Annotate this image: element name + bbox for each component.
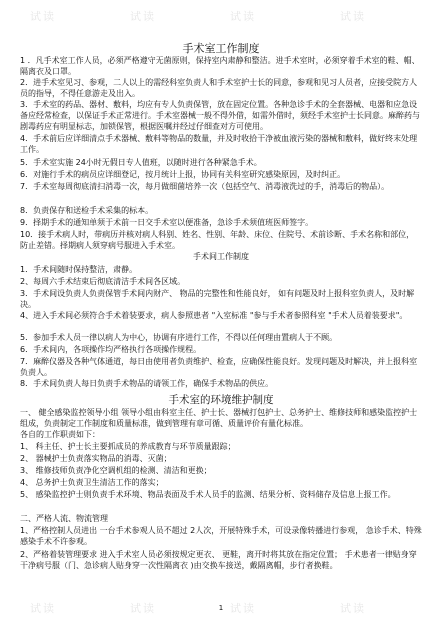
watermark-text: 试读 bbox=[130, 10, 156, 23]
rule-paragraph: 6．对施行手术的病员应详细登记，按月统计上报，协同有关科室研究感染原因，及时纠正。 bbox=[20, 170, 346, 179]
watermark-text: 试读 bbox=[30, 10, 56, 23]
rule-paragraph: 7．手术室每周彻底清扫消毒一次，每月做细菌培养一次（包括空气、消毒液洗过的手，消毒后的物品）。 bbox=[20, 182, 390, 191]
rule-paragraph: 4、进入手术间必须符合手术着装要求，病人参照患者 "入室标准 "参与手术者参照科室 "手术人员着装要求"。 bbox=[20, 311, 408, 320]
rule-paragraph: 1、严格控制人员进出 一台手术参观人员不超过 2人次，开展特殊手术，可设录像转播进行参观， 急诊手术、特殊感染手术不许参观。 bbox=[20, 526, 422, 546]
rule-paragraph: 1．手术间随时保持整洁，肃静。 bbox=[20, 265, 138, 274]
rule-paragraph: 4、 总务护士负责卫生清洁工作的落实； bbox=[20, 478, 164, 487]
rule-paragraph: 2．进手术室见习、参观，二人以上的需经科室负责人和手术室护士长的同意，参观和见习人员者，应接受院方人员的指导，不得任意游走及出入。 bbox=[20, 78, 418, 98]
rule-paragraph: 6．手术间内，各项操作均严格执行各项操作规程。 bbox=[20, 345, 202, 354]
rule-paragraph: 5．手术室实施 24小时无假日专人值班，以随时进行各种紧急手术。 bbox=[20, 158, 262, 167]
rule-paragraph: 9．择期手术的通知单须于术前一日交手术室以便准备，急诊手术须值班医师签字。 bbox=[20, 218, 314, 227]
section-subtitle: 手术间工作制度 bbox=[193, 252, 249, 261]
watermark-text: 试读 bbox=[230, 10, 256, 23]
rule-paragraph: 2、严格着装管理要求 进入手术室人员必须按规定更衣、 更鞋，离开时将其放在指定位置； 手术患者一律贴身穿干净病号服（门、急诊病人贴身穿一次性隔离衣 )由交换车接送，戴隔离帽，步行者换鞋。 bbox=[20, 550, 417, 570]
rule-paragraph: 二、严格人流、物流管理 bbox=[20, 514, 108, 523]
watermark-text: 试读 bbox=[340, 602, 366, 615]
page-number: 1 bbox=[218, 604, 224, 612]
document-title: 手术室工作制度 bbox=[182, 42, 260, 55]
rule-paragraph: 一、 健全感染监控领导小组 领导小组由科室主任、护士长、器械打包护士、总务护士、维修技师和感染监控护士组成，负责制定工作制度和质量标准，做到管理有章可循、质量评价有量化标准。 bbox=[20, 408, 418, 428]
rule-paragraph: 各自的工作职责如下： bbox=[20, 430, 100, 439]
watermark-text: 试读 bbox=[230, 602, 256, 615]
rule-paragraph: 3．手术间设负责人负责保管手术间内财产、 物品的完整性和性能良好， 如有问题及时上报科室负责人，及时解决。 bbox=[20, 289, 415, 309]
rule-paragraph: 2、每周六手术结束后彻底清洁手术间各区域。 bbox=[20, 277, 186, 286]
rule-paragraph: 3．手术室的药品、器材、敷料，均应有专人负责保管，放在固定位置。各种急诊手术的全套器械、电器和应急设备应经常检查，以保证手术正常进行。手术室器械一般不得外借，如需外借时，须经手术室护士长同意。麻醉药与剧毒药应有明显标志，加锁保管，根据医嘱并经过仔细查对方可使用。 bbox=[20, 100, 420, 131]
rule-paragraph: 7．麻醉仪器及各种气体通道，每日由使用者负责维护、检查，应确保性能良好。发现问题及时解决，并上报科室负责人。 bbox=[20, 357, 418, 377]
watermark-text: 试读 bbox=[130, 602, 156, 615]
watermark-text: 试读 bbox=[340, 10, 366, 23]
watermark-text: 试读 bbox=[30, 602, 56, 615]
rule-paragraph: 8．手术间负责人每日负责手术物品的请领工作，确保手术物品的供应。 bbox=[20, 379, 274, 388]
rule-paragraph: 2、 器械护士负责落实物品的消毒、灭菌； bbox=[20, 454, 172, 463]
rule-paragraph: 1、 科主任、护士长主要抓成员的养成教育与环节质量跟踪； bbox=[20, 442, 236, 451]
rule-paragraph: 5、 感染监控护士则负责手术环境、物品表面及手术人员手的监测、结果分析、资料储存及信息上报工作。 bbox=[20, 490, 396, 499]
rule-paragraph: 8．负责保存和送检手术采集的标本。 bbox=[20, 206, 154, 215]
rule-paragraph: 3、 维修技师负责净化空调机组的检测、清洁和更换； bbox=[20, 466, 212, 475]
rule-paragraph: 1 ．凡手术室工作人员，必须严格遵守无菌原则，保持室内肃静和整洁。进手术室时，必须穿着手术室的鞋、帽、隔离衣及口罩。 bbox=[20, 56, 420, 76]
rule-paragraph: 10．接手术病人时，带病历并核对病人科别、姓名、性别、年龄、床位、住院号、术前诊断、手术名称和部位，防止差错。择期病人须穿病号服进入手术室。 bbox=[20, 230, 415, 250]
section-title: 手术室的环境维护制度 bbox=[168, 394, 274, 406]
rule-paragraph: 4．手术前后应详细清点手术器械、敷料等物品的数量，并及时收拾干净被血液污染的器械和敷料，做好终末处理工作。 bbox=[20, 134, 418, 154]
rule-paragraph: 5．参加手术人员一律以病人为中心，协调有序进行工作，不得以任何理由置病人于不顾。 bbox=[20, 333, 338, 342]
